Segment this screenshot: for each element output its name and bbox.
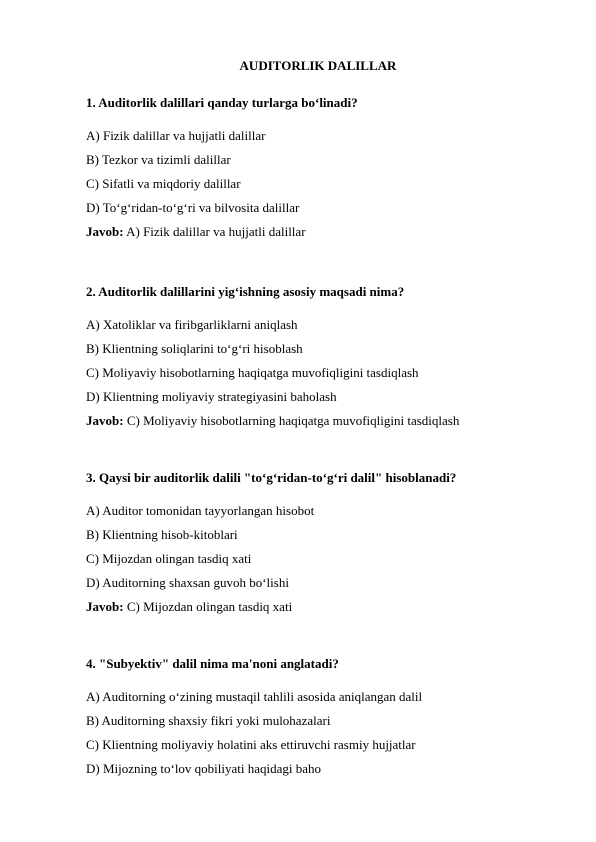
option-a: A) Auditorning o‘zining mustaqil tahlili asosida aniqlangan dalil bbox=[86, 689, 423, 704]
answer-line bbox=[86, 413, 566, 429]
answer-label: Javob: bbox=[86, 599, 124, 614]
option-d: D) Klientning moliyaviy strategiyasini baholash bbox=[86, 389, 337, 404]
options-list bbox=[86, 317, 566, 405]
question-block-3 bbox=[86, 470, 566, 615]
option-c: C) Mijozdan olingan tasdiq xati bbox=[86, 551, 252, 566]
question-block-2 bbox=[86, 284, 566, 429]
options-list bbox=[86, 503, 566, 591]
answer-text: C) Mijozdan olingan tasdiq xati bbox=[123, 599, 293, 614]
answer-text: C) Moliyaviy hisobotlarning haqiqatga muvofiqligini tasdiqlash bbox=[123, 413, 460, 428]
option-b: B) Klientning hisob-kitoblari bbox=[86, 527, 238, 542]
answer-text: A) Fizik dalillar va hujjatli dalillar bbox=[123, 224, 306, 239]
option-d: D) To‘g‘ridan-to‘g‘ri va bilvosita dalillar bbox=[86, 200, 300, 215]
option-c: C) Moliyaviy hisobotlarning haqiqatga muvofiqligini tasdiqlash bbox=[86, 365, 419, 380]
question-text: 4. "Subyektiv" dalil nima ma'noni anglatadi? bbox=[86, 656, 339, 671]
question-text: 2. Auditorlik dalillarini yig‘ishning asosiy maqsadi nima? bbox=[86, 284, 405, 299]
options-list bbox=[86, 128, 566, 216]
question-text: 1. Auditorlik dalillari qanday turlarga bo‘linadi? bbox=[86, 95, 358, 110]
question-block-1 bbox=[86, 95, 566, 240]
option-d: D) Mijozning to‘lov qobiliyati haqidagi baho bbox=[86, 761, 322, 776]
option-a: A) Auditor tomonidan tayyorlangan hisobot bbox=[86, 503, 315, 518]
option-b: B) Auditorning shaxsiy fikri yoki mulohazalari bbox=[86, 713, 331, 728]
option-b: B) Klientning soliqlarini to‘g‘ri hisoblash bbox=[86, 341, 303, 356]
option-a: A) Xatoliklar va firibgarliklarni aniqlash bbox=[86, 317, 298, 332]
answer-label: Javob: bbox=[86, 413, 124, 428]
options-list bbox=[86, 689, 566, 777]
option-b: B) Tezkor va tizimli dalillar bbox=[86, 152, 231, 167]
question-text: 3. Qaysi bir auditorlik dalili "to‘g‘ridan-to‘g‘ri dalil" hisoblanadi? bbox=[86, 470, 457, 485]
answer-line bbox=[86, 224, 566, 240]
question-block-4 bbox=[86, 656, 566, 785]
answer-label: Javob: bbox=[86, 224, 124, 239]
option-d: D) Auditorning shaxsan guvoh bo‘lishi bbox=[86, 575, 289, 590]
option-c: C) Klientning moliyaviy holatini aks ettiruvchi rasmiy hujjatlar bbox=[86, 737, 416, 752]
answer-line bbox=[86, 599, 566, 615]
option-a: A) Fizik dalillar va hujjatli dalillar bbox=[86, 128, 266, 143]
document-title: AUDITORLIK DALILLAR bbox=[239, 58, 397, 73]
option-c: C) Sifatli va miqdoriy dalillar bbox=[86, 176, 241, 191]
